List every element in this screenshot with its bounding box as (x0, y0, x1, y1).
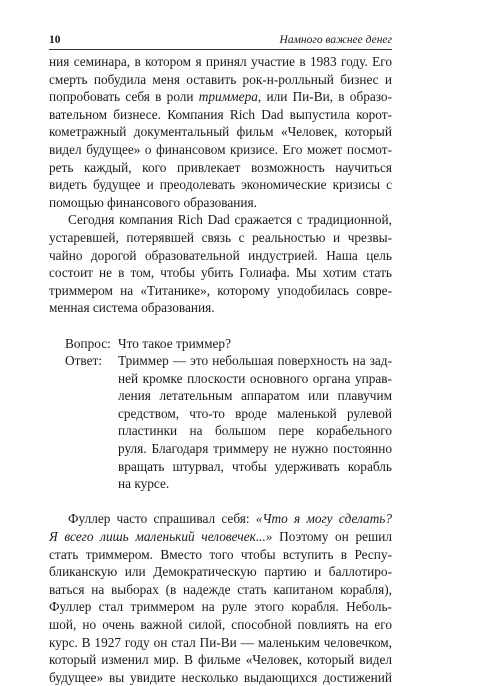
running-title: Намного важнее денег (279, 34, 392, 46)
answer-row (49, 370, 392, 388)
text-line: шой, но очень важной силой, способной повлиять на его (49, 617, 392, 632)
answer-row (49, 352, 392, 370)
answer-row (49, 422, 392, 440)
text-line: стать триммером. Вместо того чтобы вступить в Респу- (49, 546, 392, 562)
text-line: Фуллер стал триммером на руле этого корабля. Неболь- (49, 599, 392, 615)
text-run: попробовать себя в роли (49, 89, 199, 105)
text-line (49, 528, 392, 546)
text-line: курс. В 1927 году он стал Пи-Ви — маленьким человечком, (49, 634, 392, 650)
answer-row (49, 475, 392, 493)
text-line: вательном бизнесе. Компания Rich Dad выпустила корот- (49, 106, 392, 122)
page-body (49, 53, 392, 686)
page-number: 10 (49, 34, 61, 46)
text-line (49, 510, 392, 528)
text-line: помощью финансового образования. (49, 194, 257, 210)
text-line: Сегодня компания Rich Dad сражается с традиционной, (68, 212, 392, 228)
paragraph-3 (49, 510, 392, 686)
answer-line: средством, что-то вроде маленькой рулевой (118, 405, 392, 421)
text-line: состоит не в том, чтобы убить Голиафа. Мы хотим стать (49, 265, 392, 281)
text-line: чайно дорогой образовательной индустрией. Наша цель (49, 247, 392, 263)
text-line: видеть будущее и преодолевать экономические кризисы с (49, 177, 392, 193)
text-line: будущее» вы увидите несколько выдающихся достижений (49, 669, 392, 685)
question-text: Что такое триммер? (118, 335, 231, 351)
answer-line: на курсе. (118, 476, 170, 492)
page-header (49, 33, 392, 47)
text-line: который изменил мир. В фильме «Человек, который видел (49, 652, 392, 668)
spacer (49, 493, 392, 511)
emphasis: «Что я могу сделать? (255, 511, 392, 527)
answer-row (49, 405, 392, 423)
question-row (49, 335, 392, 353)
answer-label: Ответ: (65, 353, 103, 369)
paragraph-2 (49, 211, 392, 317)
emphasis: триммера (198, 89, 258, 105)
text-line: видел будущее» о финансовом кризисе. Его может посмот- (49, 141, 392, 157)
text-line: устаревшей, потерявшей связь с реальностью и чрезвы- (49, 229, 392, 245)
answer-line: пластинки на большом пере корабельного (118, 423, 392, 439)
text-line: триммером на «Титанике», которому уподобилась совре- (49, 282, 392, 298)
header-rule (49, 49, 392, 50)
text-run: Фуллер часто спрашивал себя: (68, 511, 256, 527)
answer-line: ней кромке плоскости основного органа управ- (118, 370, 392, 386)
text-line: менная система образования. (49, 300, 215, 316)
question-label: Вопрос: (65, 335, 111, 351)
answer-line: ления летательным аппаратом или плавучим (118, 388, 392, 404)
text-line: смерть побудила меня оставить рок-н-ролльный бизнес и (49, 71, 392, 87)
spacer (49, 317, 392, 335)
answer-row (49, 458, 392, 476)
text-line (49, 88, 392, 106)
text-run: Поэтому он решил (272, 529, 392, 545)
emphasis: Я всего лишь маленький человечек...» (49, 529, 273, 545)
text-line: ния семинара, в котором я принял участие в 1983 году. Его (49, 54, 392, 69)
answer-row (49, 387, 392, 405)
qa-block (49, 335, 392, 493)
answer-line: Триммер — это небольшая поверхность на зад- (118, 353, 392, 369)
text-line: кометражный документальный фильм «Человек, который (49, 124, 392, 140)
answer-line: вращать штурвал, чтобы удерживать корабль (118, 458, 392, 474)
text-line: ваться на выборах (в надежде стать капитаном корабля), (49, 581, 392, 597)
answer-line: руля. Благодаря триммеру не нужно постоянно (118, 441, 392, 457)
text-line: реть каждый, кого привлекает возможность научиться (49, 159, 392, 175)
answer-row (49, 440, 392, 458)
text-run: , или Пи-Ви, в образо- (257, 89, 392, 105)
text-line: бликанскую или Демократическую партию и баллотиро- (49, 564, 392, 580)
paragraph-1 (49, 53, 392, 211)
